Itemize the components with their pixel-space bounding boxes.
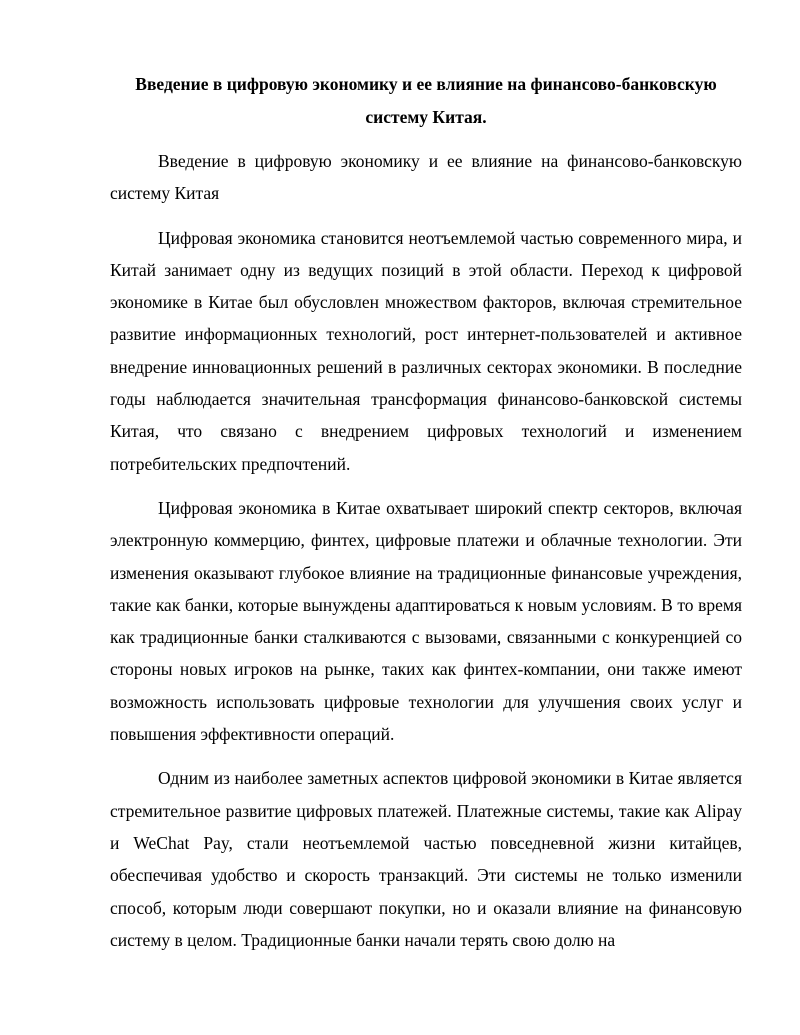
paragraph-digital-economy: Цифровая экономика становится неотъемлемой частью современного мира, и Китай занимает одну из ведущих позиций в этой области. Переход к цифровой экономике в Китае был обусловлен множеством факторов, включая стремительное развитие информационных технологий, рост интернет-пользователей и активное внедрение инновационных решений в различных секторах экономики. В последние годы наблюдается значительная трансформация финансово-банковской системы Китая, что связано с внедрением цифровых технологий и изменением потребительских предпочтений. — [110, 227, 742, 474]
paragraph-intro: Введение в цифровую экономику и ее влияние на финансово-банковскую систему Китая — [110, 151, 742, 204]
document-title: Введение в цифровую экономику и ее влияние на финансово-банковскую систему Китая. — [135, 74, 717, 127]
paragraph-sectors: Цифровая экономика в Китае охватывает широкий спектр секторов, включая электронную коммерцию, финтех, цифровые платежи и облачные технологии. Эти изменения оказывают глубокое влияние на традиционные финансовые учреждения, такие как банки, которые вынуждены адаптироваться к новым условиям. В то время как традиционные банки сталкиваются с вызовами, связанными с конкуренцией со стороны новых игроков на рынке, таких как финтех-компании, они также имеют возможность использовать цифровые технологии для улучшения своих услуг и повышения эффективности операций. — [110, 497, 742, 745]
document-page — [110, 68, 742, 968]
paragraph-payments: Одним из наиболее заметных аспектов цифровой экономики в Китае является стремительное развитие цифровых платежей. Платежные системы, такие как Alipay и WeChat Pay, стали неотъемлемой частью повседневной жизни китайцев, обеспечивая удобство и скорость транзакций. Эти системы не только изменили способ, которым люди совершают покупки, но и оказали влияние на финансовую систему в целом. Традиционные банки начали терять свою долю на — [110, 768, 742, 950]
